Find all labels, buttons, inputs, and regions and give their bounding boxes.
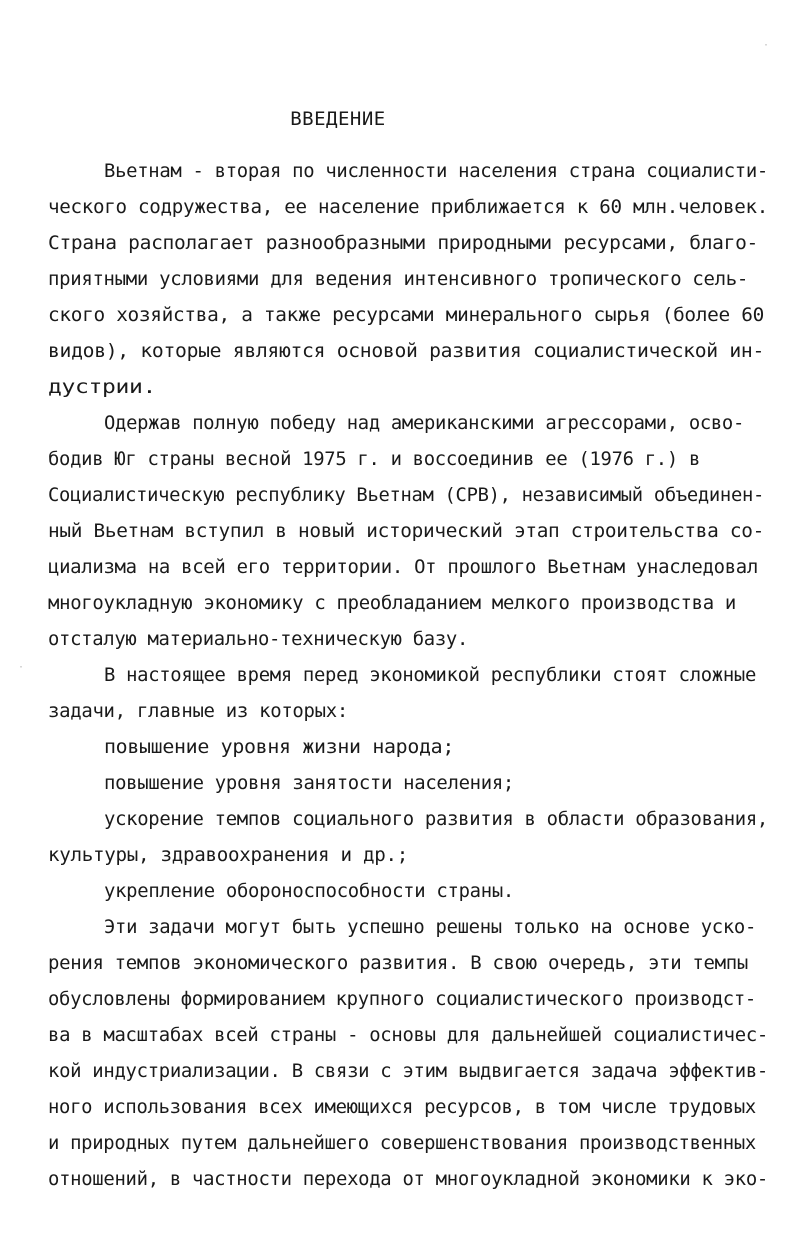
- text-line: задачи, главные из которых:: [48, 700, 348, 722]
- text-line: ускорение темпов социального развития в области образования,: [104, 808, 768, 830]
- text-line: рения темпов экономического развития. В свою очередь, эти темпы: [48, 952, 748, 974]
- scan-mark: ·: [763, 40, 770, 51]
- text-line: Вьетнам - вторая по численности населения страна социалисти-: [104, 160, 768, 182]
- text-line: и природных путем дальнейшего совершенствования производственных: [48, 1132, 756, 1154]
- text-line: Одержав полную победу над американскими агрессорами, осво-: [104, 412, 744, 434]
- text-line: многоукладную экономику с преобладанием мелкого производства и: [48, 592, 736, 614]
- text-line: повышение уровня занятости населения;: [104, 772, 514, 794]
- text-line: ный Вьетнам вступил в новый исторический этап строительства со-: [48, 520, 764, 542]
- text-line: циализма на всей его территории. От прошлого Вьетнам унаследовал: [48, 556, 758, 578]
- text-line: отношений, в частности перехода от многоукладной экономики к эко-: [48, 1168, 768, 1190]
- text-line: Социалистическую республику Вьетнам (СРВ), независимый объединен-: [48, 484, 764, 506]
- scan-mark: ·: [18, 662, 25, 673]
- text-line: видов), которые являются основой развития социалистической ин-: [48, 340, 764, 362]
- text-line: приятными условиями для ведения интенсивного тропического сель-: [48, 268, 748, 290]
- text-line: кой индустриализации. В связи с этим выдвигается задача эффектив-: [48, 1060, 768, 1082]
- text-line: дустрии.: [48, 376, 156, 398]
- text-line: Эти задачи могут быть успешно решены только на основе уско-: [104, 916, 756, 938]
- text-line: отсталую материально-техническую базу.: [48, 628, 468, 650]
- text-line: ва в масштабах всей страны - основы для дальнейшей социалистичес-: [48, 1024, 768, 1046]
- text-line: ческого содружества, ее население приближается к 60 млн.человек.: [48, 196, 769, 218]
- text-line: ского хозяйства, а также ресурсами минерального сырья (более 60: [48, 304, 764, 326]
- text-line: ного использования всех имеющихся ресурсов, в том числе трудовых: [48, 1096, 756, 1118]
- text-line: Страна располагает разнообразными природными ресурсами, благо-: [48, 232, 759, 254]
- text-line: укрепление обороноспособности страны.: [104, 880, 514, 902]
- text-line: бодив Юг страны весной 1975 г. и воссоединив ее (1976 г.) в: [48, 448, 700, 470]
- text-line: культуры, здравоохранения и др.;: [48, 844, 409, 866]
- text-line: повышение уровня жизни народа;: [104, 736, 454, 758]
- text-line: обусловлены формированием крупного социалистического производст-: [48, 988, 756, 1010]
- text-line: В настоящее время перед экономикой республики стоят сложные: [104, 664, 756, 686]
- page-heading: ВВЕДЕНИЕ: [290, 108, 386, 130]
